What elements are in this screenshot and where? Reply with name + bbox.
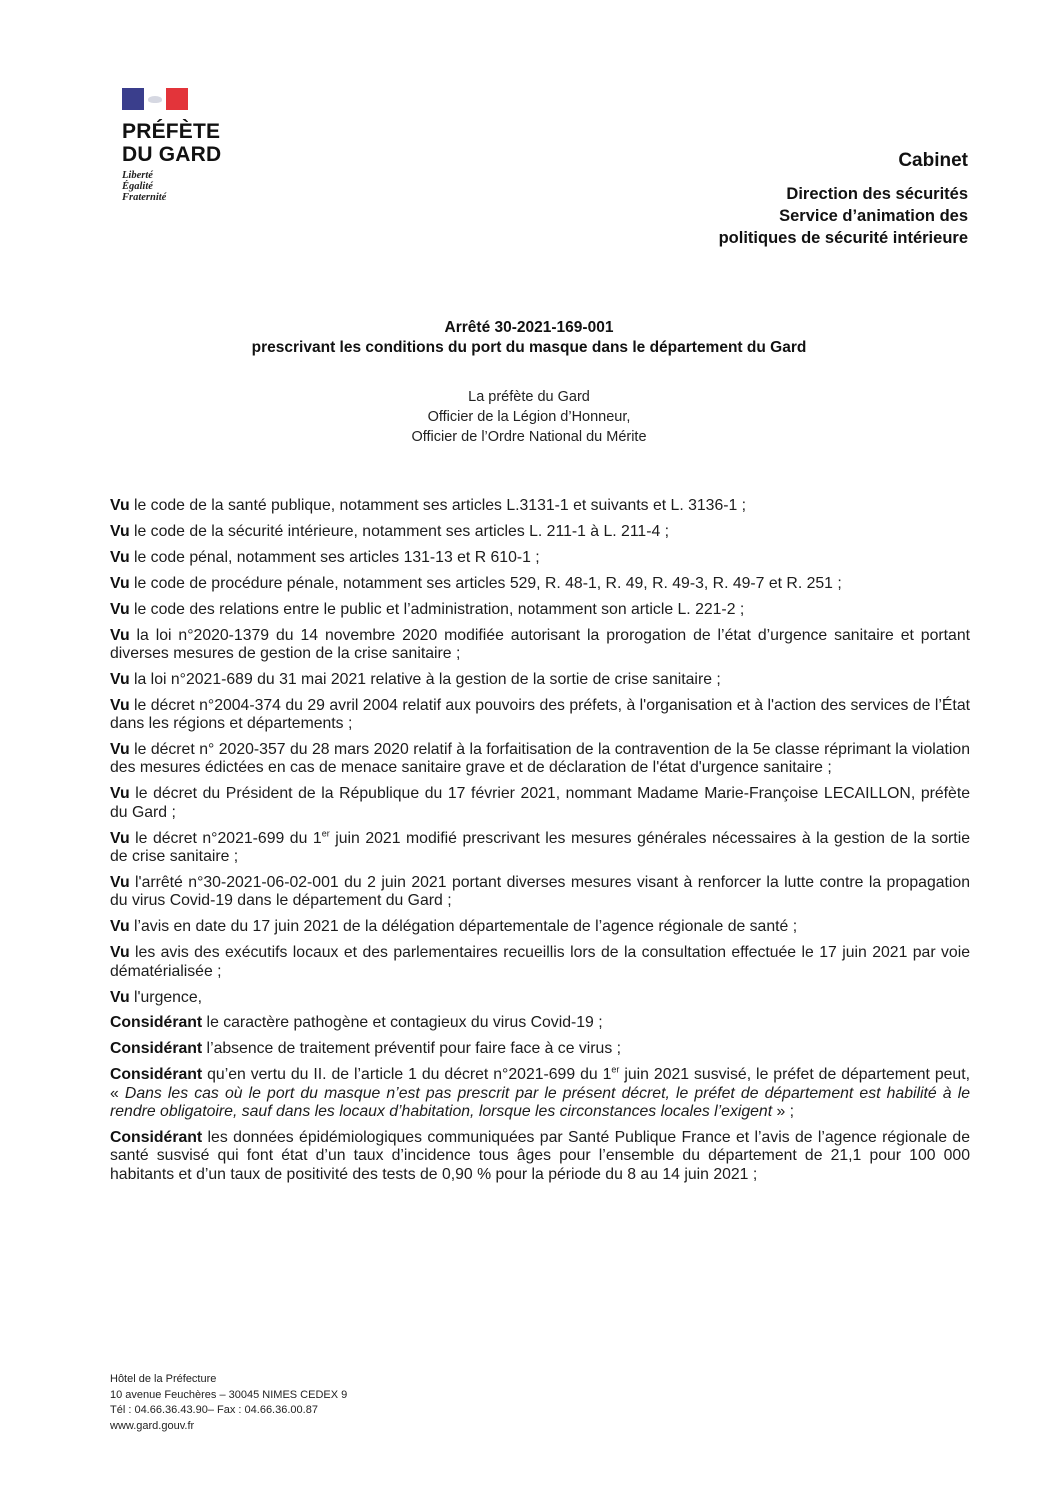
- paragraph-text: les avis des exécutifs locaux et des parlementaires recueillis lors de la consultation effectuée le 17 juin 2021 par voie dématérialisée ;: [110, 944, 970, 980]
- paragraph-lead: Vu: [110, 696, 130, 714]
- paragraph-lead: Vu: [110, 574, 130, 592]
- paragraph-lead: Vu: [110, 600, 130, 618]
- website-link[interactable]: www.gard.gouv.fr: [110, 1419, 195, 1432]
- body-paragraph: [110, 944, 970, 981]
- body-paragraph: [110, 918, 970, 936]
- body-paragraph: [110, 1040, 970, 1058]
- paragraph-lead: Vu: [110, 988, 130, 1006]
- paragraph-text: le code de la santé publique, notamment ses articles L.3131-1 et suivants et L. 3136-1 ;: [129, 497, 747, 514]
- body-paragraph: [110, 1066, 970, 1121]
- body-paragraph: [110, 830, 970, 867]
- body-paragraph: [110, 989, 970, 1007]
- body-paragraph: [110, 523, 970, 541]
- decree-number: Arrêté 30-2021-169-001: [444, 319, 614, 336]
- paragraph-lead: Vu: [110, 874, 130, 891]
- service-line: Service d’animation des: [779, 207, 968, 225]
- paragraph-text: le code de la sécurité intérieure, notamment ses articles L. 211-1 à L. 211-4 ;: [129, 522, 670, 540]
- body-paragraph: [110, 627, 970, 664]
- body-paragraph: [110, 785, 970, 822]
- paragraph-text: le caractère pathogène et contagieux du virus Covid-19 ;: [202, 1014, 603, 1032]
- paragraph-text: l'arrêté n°30-2021-06-02-001 du 2 juin 2021 portant diverses mesures visant à renforcer la lutte contre la propagation du virus Covid-19 dans le département du Gard ;: [110, 874, 970, 910]
- body-paragraph: [110, 697, 970, 734]
- logo-name: PRÉFÈTE DU GARD: [122, 120, 222, 166]
- service-line: politiques de sécurité intérieure: [718, 229, 968, 247]
- paragraph-lead: Vu: [110, 497, 130, 514]
- body-paragraph: [110, 671, 970, 689]
- paragraph-text: le décret n°2004-374 du 29 avril 2004 relatif aux pouvoirs des préfets, à l'organisation et à l'action des services de l’État dans les régions et départements ;: [110, 696, 970, 733]
- body-paragraph: [110, 497, 970, 515]
- paragraph-text: le code des relations entre le public et l’administration, notamment son article L. 221-2 ;: [129, 600, 745, 618]
- paragraph-lead: Considérant: [110, 1040, 203, 1058]
- decree-quote: Dans les cas où le port du masque n’est pas prescrit par le présent décret, le préfet de département est habilité à le rendre obligatoire, sauf dans les locaux d’habitation, lorsque les circonstances locales l’exigent: [110, 1084, 971, 1121]
- paragraph-text: » ;: [772, 1103, 795, 1121]
- document-body: [110, 497, 970, 1192]
- paragraph-text: la loi n°2020-1379 du 14 novembre 2020 modifiée autorisant la prorogation de l’état d’urgence sanitaire et portant diverses mesures de gestion de la crise sanitaire ;: [110, 626, 970, 662]
- paragraph-lead: Vu: [110, 785, 130, 803]
- paragraph-lead: Vu: [110, 944, 130, 962]
- body-paragraph: [110, 1014, 970, 1032]
- paragraph-lead: Considérant: [110, 1066, 203, 1084]
- body-paragraph: [110, 874, 970, 911]
- paragraph-text: le décret n°2021-699 du 1: [129, 829, 322, 847]
- paragraph-lead: Vu: [110, 548, 130, 566]
- footer-address: Hôtel de la Préfecture 10 avenue Feuchères – 30045 NIMES CEDEX 9 Tél : 04.66.36.43.90– Fax : 04.66.36.00.87 www.gard.gouv.fr: [110, 1372, 347, 1434]
- paragraph-text: l'urgence,: [129, 988, 202, 1006]
- decree-subject: prescrivant les conditions du port du masque dans le département du Gard: [251, 339, 807, 356]
- body-paragraph: [110, 601, 970, 619]
- paragraph-text: l’absence de traitement préventif pour faire face à ce virus ;: [202, 1040, 622, 1058]
- body-paragraph: [110, 575, 970, 593]
- service-line: Direction des sécurités: [786, 185, 968, 203]
- paragraph-text: er: [611, 1064, 620, 1075]
- paragraph-text: l’avis en date du 17 juin 2021 de la délégation départementale de l’agence régionale de santé ;: [129, 918, 798, 936]
- prefect-block: La préfète du Gard Officier de la Légion d’Honneur, Officier de l’Ordre National du Mérite: [411, 389, 647, 445]
- prefecture-logo: [122, 88, 272, 203]
- cabinet-label: Cabinet: [898, 150, 968, 171]
- marianne-flag-icon: [122, 88, 188, 110]
- paragraph-lead: Considérant: [110, 1128, 203, 1146]
- paragraph-text: les données épidémiologiques communiquées par Santé Publique France et l’avis de l’agence régionale de santé susvisé qui font état d’un taux d’incidence tous âges pour l’ensemble du département de 21,1 pour 100 000 habitants et d’un taux de positivité des tests de 0,90 % pour la période du 8 au 14 juin 2021 ;: [110, 1128, 970, 1183]
- paragraph-lead: Vu: [110, 741, 130, 759]
- paragraph-text: er: [321, 828, 330, 839]
- paragraph-text: juin 2021 modifié prescrivant les mesures générales nécessaires à la gestion de la sortie de crise sanitaire ;: [110, 829, 970, 866]
- paragraph-text: juin 2021 susvisé, le préfet de département peut, «: [110, 1066, 970, 1102]
- body-paragraph: [110, 549, 970, 567]
- logo-motto: Liberté Égalité Fraternité: [122, 170, 167, 203]
- paragraph-lead: Vu: [110, 670, 130, 688]
- body-paragraph: [110, 741, 970, 778]
- paragraph-lead: Considérant: [110, 1014, 203, 1032]
- paragraph-text: le décret du Président de la République du 17 février 2021, nommant Madame Marie-Françoise LECAILLON, préfète du Gard ;: [110, 785, 970, 821]
- paragraph-text: qu’en vertu du II. de l’article 1 du décret n°2021-699 du 1: [202, 1066, 612, 1084]
- paragraph-lead: Vu: [110, 522, 130, 540]
- document-title: [0, 318, 1058, 358]
- paragraph-text: la loi n°2021-689 du 31 mai 2021 relative à la gestion de la sortie de crise sanitaire ;: [129, 670, 721, 688]
- issuing-service: [719, 150, 968, 249]
- paragraph-lead: Vu: [110, 829, 130, 847]
- paragraph-lead: Vu: [110, 918, 130, 936]
- paragraph-lead: Vu: [110, 626, 130, 644]
- body-paragraph: [110, 1129, 970, 1184]
- paragraph-text: le code de procédure pénale, notamment ses articles 529, R. 48-1, R. 49, R. 49-3, R. 49-7 et R. 251 ;: [129, 574, 842, 592]
- paragraph-text: le code pénal, notamment ses articles 131-13 et R 610-1 ;: [129, 548, 540, 566]
- paragraph-text: le décret n° 2020-357 du 28 mars 2020 relatif à la forfaitisation de la contravention de la 5e classe réprimant la violation des mesures édictées en cas de menace sanitaire grave et de déclaration de l'état d'urgence sanitaire ;: [110, 741, 970, 777]
